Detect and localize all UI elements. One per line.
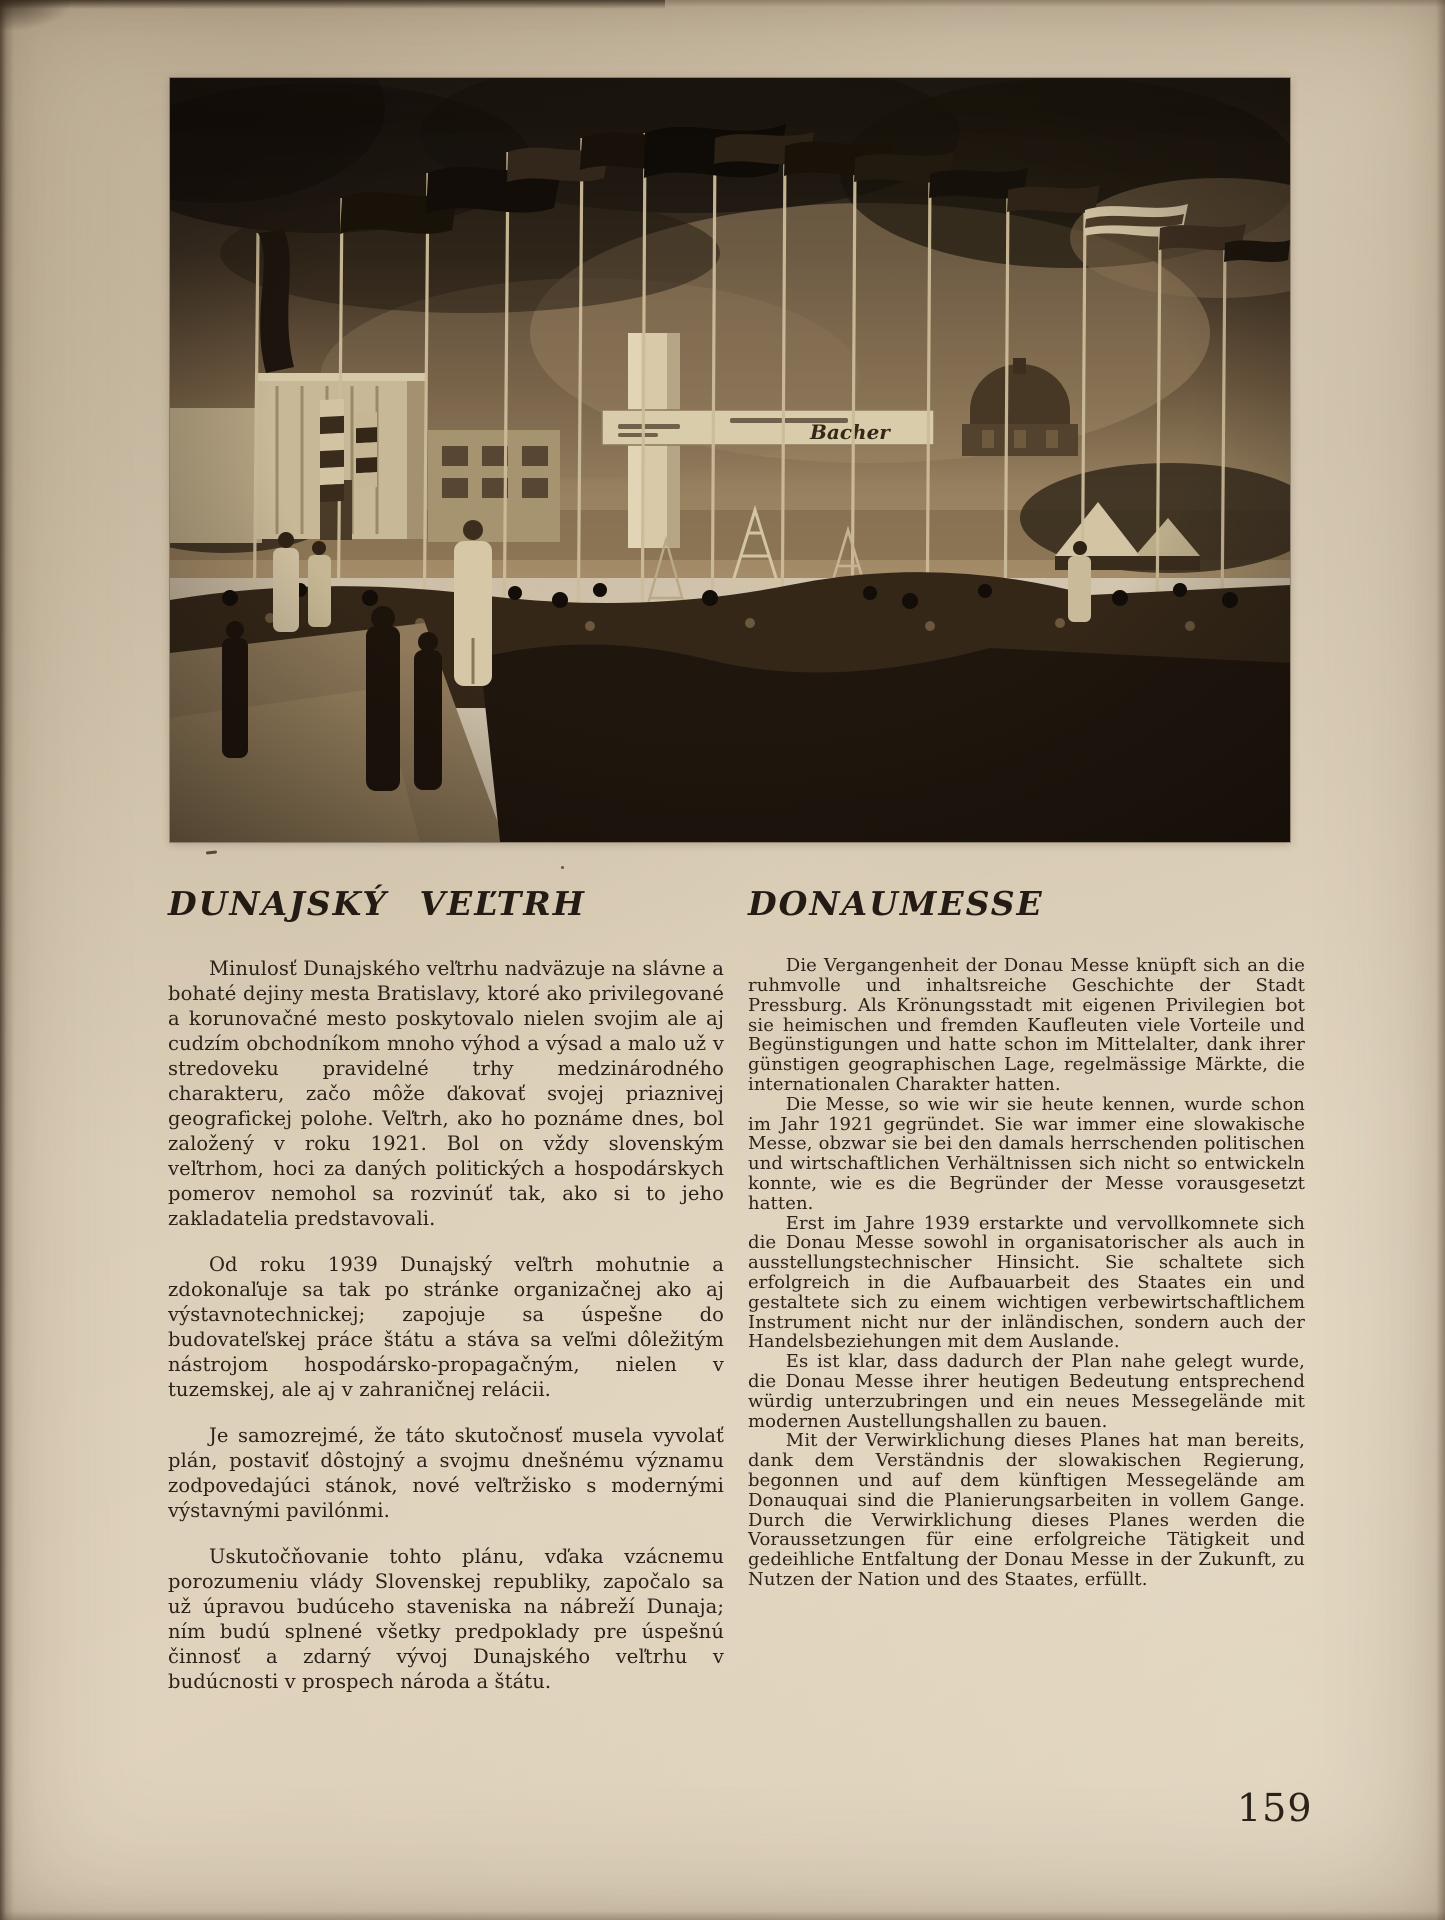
scan-edge-top-light — [665, 0, 1445, 7]
slovak-column-title: DUNAJSKÝ VEĽTRH — [168, 884, 586, 923]
scan-edge-bottom — [0, 1911, 1445, 1920]
scan-edge-left — [0, 0, 14, 1920]
fairground-photograph — [170, 78, 1290, 842]
german-paragraph: Die Messe, so wie wir sie heute kennen, wurde schon im Jahr 1921 gegründet. Sie war immer eine slowakische Messe, obzwar sie bei den damals herrschenden politischen und wirtschaftlichen Verhältnissen sich nicht so entwickeln konnte, wie es die Begründer der Messe vorausgesetzt hatten. — [748, 1093, 1305, 1214]
german-paragraph: Erst im Jahre 1939 erstarkte und vervollkomnete sich die Donau Messe sowohl in organisatorischer als auch in ausstellungstechnischer Hinsicht. Sie schaltete sich erfolgreich in die Aufbauarbeit des Staates ein und gestaltete sich zu einem wichtigen verbewirtschaftlichem Instrument nicht nur der inländischen, sondern auch der Handelsbeziehungen mit dem Auslande. — [748, 1212, 1305, 1353]
slovak-column — [168, 886, 724, 1694]
scan-speck — [206, 850, 217, 854]
slovak-paragraph: Minulosť Dunajského veľtrhu nadväzuje na slávne a bohaté dejiny mesta Bratislavy, ktoré ako privilegované a korunovačné mesto poskytovalo nielen svojim ale aj cudzím obchodníkom mnoho výhod a výsad a malo už v stredoveku pravidelné trhy medzinárodného charakteru, začo môže ďakovať svojej priaznivej geografickej polohe. Veľtrh, ako ho poznáme dnes, bol založený v roku 1921. Bol on vždy slovenským veľtrhom, hoci za daných politických a hospodárskych pomerov nemohol sa rozvinúť tak, ako si to jeho zakladatelia predstavovali. — [168, 957, 724, 1231]
scan-corner-shadow — [0, 0, 70, 30]
scan-edge-top — [0, 0, 665, 9]
german-paragraph: Mit der Verwirklichung dieses Planes hat man bereits, dank dem Verständnis der slowakischen Regierung, begonnen und auf dem künftigen Messegelände am Donauquai sind die Planierungsarbeiten in vollem Gange. Durch die Verwirklichung dieses Planes werden die Voraussetzungen für eine erfolgreiche Tätigkeit und gedeihliche Entfaltung der Donau Messe in der Zukunft, zu Nutzen der Nation und des Staates, erfüllt. — [748, 1430, 1305, 1590]
page-number: 159 — [1237, 1786, 1313, 1830]
german-paragraph: Die Vergangenheit der Donau Messe knüpft sich an die ruhmvolle und inhaltsreiche Geschichte der Stadt Pressburg. Als Krönungsstadt mit eigenen Privilegien bot sie heimischen und fremden Kaufleuten viele Vorteile und Begünstigungen und hatte schon im Mittelalter, dank ihrer günstigen geographischen Lage, regelmässige Märkte, die internationalen Charakter hatten. — [748, 955, 1305, 1096]
slovak-paragraph: Uskutočňovanie tohto plánu, vďaka vzácnemu porozumeniu vlády Slovenskej republiky, započalo sa už úpravou budúceho staveniska na nábreží Dunaja; ním budú splnené všetky predpoklady pre úspešnú činnosť a zdarný vývoj Dunajského veľtrhu v budúcnosti v prospech národa a štátu. — [168, 1545, 724, 1694]
slovak-paragraph: Od roku 1939 Dunajský veľtrh mohutnie a zdokonaľuje sa tak po stránke organizačnej ako aj výstavnotechnickej; zapojuje sa úspešne do budovateľskej práce štátu a stáva sa veľmi dôležitým nástrojom hospodársko-propagačným, nielen v tuzemskej, ale aj v zahraničnej relácii. — [168, 1253, 724, 1402]
german-column — [748, 886, 1305, 1590]
german-column-title: DONAUMESSE — [748, 884, 1044, 923]
slovak-paragraph: Je samozrejmé, že táto skutočnosť musela vyvolať plán, postaviť dôstojný a svojmu dnešnému významu zodpovedajúci stánok, nové veľtržisko s modernými výstavnými pavilónmi. — [168, 1424, 724, 1523]
german-paragraph: Es ist klar, dass dadurch der Plan nahe gelegt wurde, die Donau Messe ihrer heutigen Bedeutung entsprechend würdig unterzubringen und ein neues Messegelände mit modernen Austellungshallen zu bauen. — [748, 1351, 1305, 1432]
scan-speck — [561, 866, 564, 869]
scan-edge-right — [1436, 0, 1445, 1920]
photo-illustration — [170, 78, 1290, 842]
